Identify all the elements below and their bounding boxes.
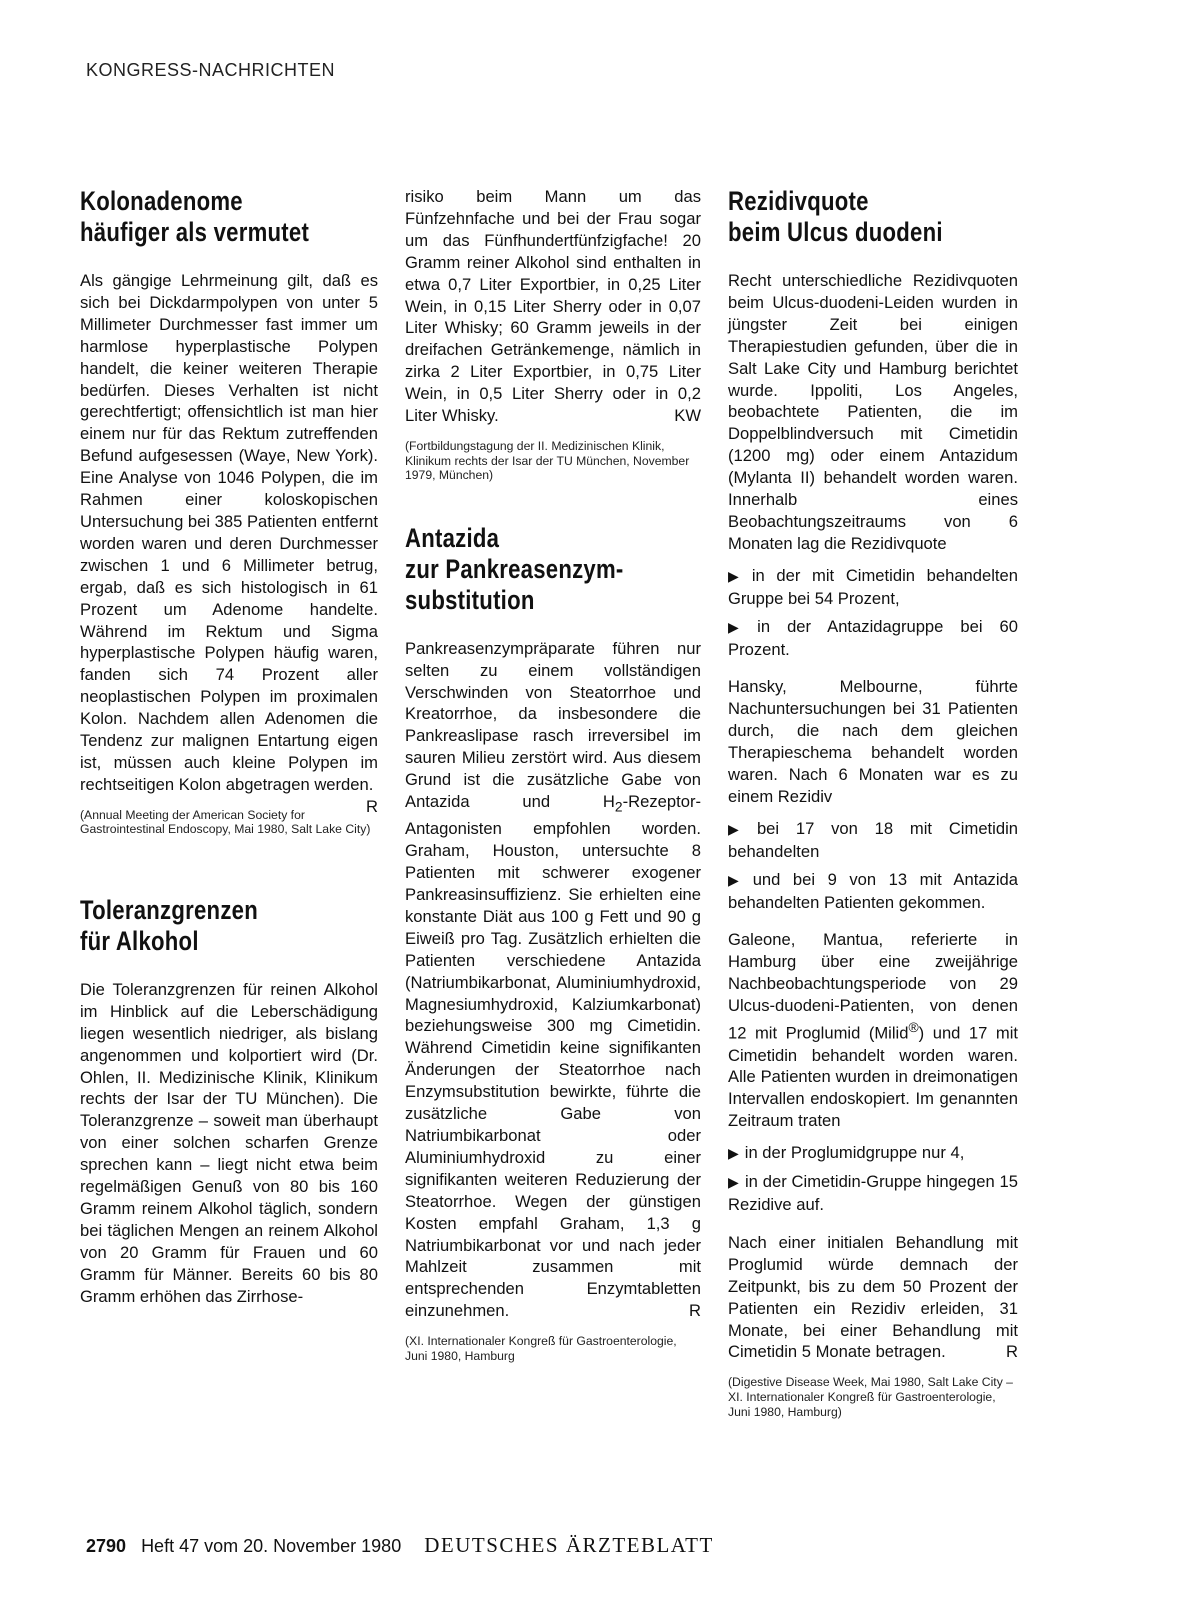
bullet-triangle-icon: ▶ — [728, 567, 746, 584]
source-note: (Fortbildungstagung der II. Medizinischen Klinik, Klinikum rechts der Isar der TU München, November 1979, München) — [405, 438, 690, 483]
author-initials: R — [366, 796, 378, 816]
title-line-2: häufiger als vermutet — [80, 217, 310, 247]
source-note: (Annual Meeting der American Society for Gastrointestinal Endoscopy, Mai 1980, Salt Lake City) — [80, 807, 371, 837]
page-number: 2790 — [86, 1536, 127, 1556]
author-initials: R — [1006, 1342, 1018, 1362]
subscript: 2 — [614, 798, 623, 815]
body-text: Als gängige Lehrmeinung gilt, daß es sich bei Dickdarmpolypen von unter 5 Millimeter Durchmesser fast immer um harmlose hyperplastische Polypen handelt, die keiner weiteren Therapie bedürfen. Dieses Verhalten ist nicht gerechtfertigt; offensichtlich ist man hier einem nur für das Rektum zutreffenden Befund aufgesessen (Waye, New York). Eine Analyse von 1046 Polypen, die im Rahmen einer koloskopischen Untersuchung bei 385 Patienten entfernt worden waren und deren Durchmesser zwischen 1 und 6 Millimeter betrug, ergab, daß es sich histologisch in 61 Prozent um Adenome handelte. Während im Rektum und Sigma hyperplastische Polypen häufig waren, fanden sich 74 Prozent aller neoplastischen Polypen im proximalen Kolon. Nachdem allen Adenomen die Tendenz zur malignen Entartung eigen ist, müssen auch kleine Polypen im rechtseitigen Kolon abgetragen werden. — [80, 271, 378, 794]
article-body: Die Toleranzgrenzen für reinen Alkohol im Hinblick auf die Leberschädigung liegen wesentlich niedriger, als bislang angenommen und kolportiert wird (Dr. Ohlen, II. Medizinische Klinik, Klinikum rechts der Isar der TU München). Die Toleranzgrenze – soweit man überhaupt von einer solchen scharfen Grenze sprechen kann – liegt nicht etwa beim regelmäßigen Genuß von 80 bis 160 Gramm reinem Alkohol täglich, sondern bei täglichen Mengen an reinem Alkohol von 20 Gramm für Frauen und 60 Gramm für Männer. Bereits 60 bis 80 Gramm erhöhen das Zirrhose- — [80, 979, 378, 1306]
paragraph: Hansky, Melbourne, führte Nachuntersuchungen bei 31 Patienten durch, die nach dem gleichen Therapieschema behandelt worden waren. Nach 6 Monaten war es zu einem Rezidiv — [728, 677, 1018, 806]
article-rezidivquote — [728, 186, 1018, 1419]
title-line-2: zur Pankreasenzym- — [405, 553, 624, 584]
column-2 — [405, 186, 701, 1363]
page-footer — [86, 1533, 714, 1558]
body-text: risiko beim Mann um das Fünfzehnfache und bei der Frau sogar um das Fünfhundertfünfzigfache! 20 Gramm reiner Alkohol sind enthalten in etwa 0,7 Liter Exportbier, in 0,25 Liter Wein, in 0,15 Liter Sherry oder in 0,07 Liter Whisky; 60 Gramm jeweils in der dreifachen Getränkemenge, nämlich in zirka 2 Liter Exportbier, in 0,75 Liter Wein, in 0,5 Liter Sherry oder in 0,2 Liter Whisky. — [405, 187, 701, 426]
title-line-2: beim Ulcus duodeni — [728, 217, 943, 247]
source-note: (Digestive Disease Week, Mai 1980, Salt Lake City – XI. Internationaler Kongreß für Gastroenterologie, Juni 1980, Hamburg) — [728, 1375, 1013, 1419]
bullet-item: ▶ und bei 9 von 13 mit Antazida behandelten Patienten gekommen. — [728, 869, 1018, 912]
article-body — [405, 638, 701, 1322]
bullet-triangle-icon: ▶ — [728, 820, 751, 837]
bullet-triangle-icon: ▶ — [728, 618, 752, 635]
title-line-2: für Alkohol — [80, 925, 199, 956]
source-note: (XI. Internationaler Kongreß für Gastroenterologie, Juni 1980, Hamburg — [405, 1334, 677, 1363]
article-title — [80, 895, 378, 957]
issue-info: Heft 47 vom 20. November 1980 — [141, 1536, 402, 1556]
paragraph: Nach einer initialen Behandlung mit Proglumid würde demnach der Zeitpunkt, bis zu dem 50 Prozent der Patienten ein Rezidiv erleiden, 31 Monate, bei einer Behandlung mit Cimetidin 5 Monate betragen. R — [728, 1232, 1018, 1362]
author-initials: R — [689, 1301, 701, 1321]
bullet-triangle-icon: ▶ — [728, 1174, 739, 1191]
paragraph: Galeone, Mantua, referierte in Hamburg über eine zweijährige Nachbeobachtungsperiode von 29 Ulcus-duodeni-Patienten, von denen 12 mit Proglumid (Milid®) und 17 mit Cimetidin behandelt worden waren. Alle Patienten wurden in dreimonatigen Intervallen endoskopiert. Im genannten Zeitraum traten — [728, 930, 1019, 1131]
article-title — [728, 186, 1018, 248]
title-line-1: Rezidivquote — [728, 186, 869, 216]
title-line-1: Kolonadenome — [80, 186, 243, 216]
article-toleranzgrenzen-continued — [405, 186, 701, 483]
column-1 — [80, 186, 378, 1318]
title-line-1: Antazida — [405, 522, 500, 553]
section-label: KONGRESS-NACHRICHTEN — [86, 60, 336, 80]
bullet-item: ▶ bei 17 von 18 mit Cimetidin behandelten — [728, 818, 1018, 861]
bullet-item: ▶ in der mit Cimetidin behandelten Gruppe bei 54 Prozent, — [728, 565, 1018, 608]
column-3 — [728, 186, 1018, 1419]
article-antazida — [405, 523, 701, 1364]
bullet-item: ▶ in der Proglumidgruppe nur 4, — [728, 1143, 965, 1163]
article-body — [80, 270, 378, 816]
bullet-triangle-icon: ▶ — [728, 871, 747, 888]
article-toleranzgrenzen — [80, 895, 378, 1308]
author-initials: KW — [674, 406, 701, 426]
article-title — [405, 523, 701, 616]
article-body — [405, 186, 701, 427]
body-text: Pankreasenzympräparate führen nur selten zu einem vollständigen Verschwinden von Steatorrhoe und Kreatorrhoe, da insbesondere die Pankreaslipase rasch irreversibel im sauren Milieu zerstört wird. Aus diesem Grund ist die zusätzliche Gabe von Antazida und H — [405, 638, 701, 812]
paragraph: Recht unterschiedliche Rezidivquoten beim Ulcus-duodeni-Leiden wurden in jüngster Zeit bei einigen Therapiestudien gefunden, über die in Salt Lake City und Hamburg berichtet wurde. Ippoliti, Los Angeles, beobachtete Patienten, die im Doppelblindversuch mit Cimetidin (1200 mg) oder einem Antazidum (Mylanta II) behandelt worden waren. Innerhalb eines Beobachtungszeitraums von 6 Monaten lag die Rezidivquote — [728, 271, 1018, 553]
bullet-item: ▶ in der Cimetidin-Gruppe hingegen 15 Rezidive auf. — [728, 1172, 1018, 1214]
article-title — [80, 186, 378, 248]
body-text: -Rezeptor-Antagonisten empfohlen worden. Graham, Houston, untersuchte 8 Patienten mit schwerer exogener Pankreasinsuffizienz. Sie erhielten eine konstante Diät aus 100 g Fett und 90 g Eiweiß pro Tag. Zusätzlich erhielten die Patienten verschiedene Antazida (Natriumbikarbonat, Aluminiumhydroxid, Magnesiumhydroxid, Kalziumkarbonat) beziehungsweise 300 mg Cimetidin. Während Cimetidin keine signifikanten Änderungen der Steatorrhoe nach Enzymsubstitution bewirkte, führte die zusätzliche Gabe von Natriumbikarbonat oder Aluminiumhydroxid zu einer signifikanten weiteren Reduzierung der Steatorrhoe. Wegen der günstigen Kosten empfahl Graham, 1,3 g Natriumbikarbonat vor und nach jeder Mahlzeit zusammen mit entsprechenden Enzymtabletten einzunehmen. — [405, 792, 701, 1321]
title-line-3: substitution — [405, 584, 535, 615]
title-line-1: Toleranzgrenzen — [80, 894, 258, 925]
article-kolonadenome — [80, 186, 378, 837]
registered-mark: ® — [908, 1019, 919, 1036]
journal-name: DEUTSCHES ÄRZTEBLATT — [424, 1533, 714, 1557]
bullet-triangle-icon: ▶ — [728, 1145, 739, 1162]
bullet-item: ▶ in der Antazidagruppe bei 60 Prozent. — [728, 616, 1018, 659]
